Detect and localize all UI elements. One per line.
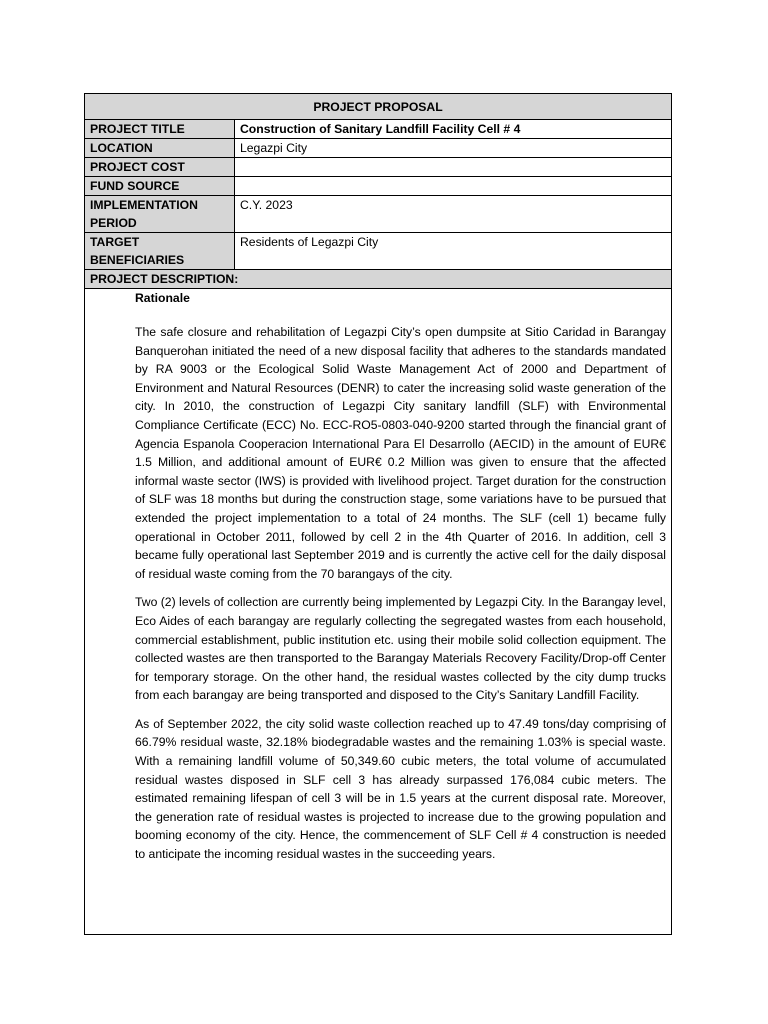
project-proposal-table — [84, 93, 672, 935]
rationale-paragraph-3: As of September 2022, the city solid waste collection reached up to 47.49 tons/day comprising of 66.79% residual waste, 32.18% biodegradable wastes and the remaining 1.03% is special waste. With a remaining landfill volume of 50,349.60 cubic meters, the total volume of accumulated residual wastes disposed in SLF cell 3 has already surpassed 176,084 cubic meters. The estimated remaining lifespan of cell 3 will be in 1.5 years at the current disposal rate. Moreover, the generation rate of residual wastes is projected to increase due to the growing population and booming economy of the city. Hence, the commencement of SLF Cell # 4 construction is needed to anticipate the incoming residual wastes in the succeeding years. — [135, 716, 666, 862]
implementation-period-value: C.Y. 2023 — [235, 196, 672, 233]
project-cost-label: PROJECT COST — [85, 158, 235, 177]
implementation-period-label: IMPLEMENTATION PERIOD — [85, 196, 235, 233]
project-description-label-row — [85, 270, 672, 289]
location-row — [85, 139, 672, 158]
project-title-row — [85, 120, 672, 139]
location-value: Legazpi City — [235, 139, 672, 158]
header-row — [85, 94, 672, 120]
rationale-heading: Rationale — [135, 291, 190, 305]
project-cost-row — [85, 158, 672, 177]
project-description-body — [85, 289, 672, 935]
location-label: LOCATION — [85, 139, 235, 158]
target-beneficiaries-row — [85, 233, 672, 270]
rationale-paragraph-1: The safe closure and rehabilitation of Legazpi City’s open dumpsite at Sitio Caridad in Barangay Banquerohan initiated the need of a new disposal facility that adheres to the standards mandated by RA 9003 or the Ecological Solid Waste Management Act of 2000 and Department of Environment and Natural Resources (DENR) to cater the increasing solid waste generation of the city. In 2010, the construction of Legazpi City sanitary landfill (SLF) with Environmental Compliance Certificate (ECC) No. ECC-RO5-0803-040-9200 started through the financial grant of Agencia Espanola Cooperacion International Para El Desarrollo (AECID) in the amount of EUR€ 1.5 Million, and additional amount of EUR€ 0.2 Million was given to ensure that the affected informal waste sector (IWS) is provided with livelihood project. Target duration for the construction of SLF was 18 months but during the construction stage, some variations have to be pursued that extended the project implementation to a total of 24 months. The SLF (cell 1) became fully operational in October 2011, followed by cell 2 in the 4th Quarter of 2016. In addition, cell 3 became fully operational last September 2019 and is currently the active cell for the daily disposal of residual waste coming from the 70 barangays of the city. — [135, 325, 666, 581]
project-description-row — [85, 289, 672, 935]
fund-source-label: FUND SOURCE — [85, 177, 235, 196]
project-title-value: Construction of Sanitary Landfill Facility Cell # 4 — [235, 120, 672, 139]
target-beneficiaries-label: TARGET BENEFICIARIES — [85, 233, 235, 270]
fund-source-value — [235, 177, 672, 196]
rationale-paragraph-2: Two (2) levels of collection are currently being implemented by Legazpi City. In the Barangay level, Eco Aides of each barangay are regularly collecting the segregated wastes from each household, commercial establishment, public institution etc. using their mobile solid collection equipment. The collected wastes are then transported to the Barangay Materials Recovery Facility/Drop-off Center for temporary storage. On the other hand, the residual wastes collected by the city dump trucks from each barangay are being transported and disposed to the City’s Sanitary Landfill Facility. — [135, 595, 666, 703]
project-title-label: PROJECT TITLE — [85, 120, 235, 139]
project-description-label: PROJECT DESCRIPTION: — [85, 270, 672, 289]
proposal-title: PROJECT PROPOSAL — [85, 94, 672, 120]
implementation-period-row — [85, 196, 672, 233]
target-beneficiaries-value: Residents of Legazpi City — [235, 233, 672, 270]
project-cost-value — [235, 158, 672, 177]
fund-source-row — [85, 177, 672, 196]
